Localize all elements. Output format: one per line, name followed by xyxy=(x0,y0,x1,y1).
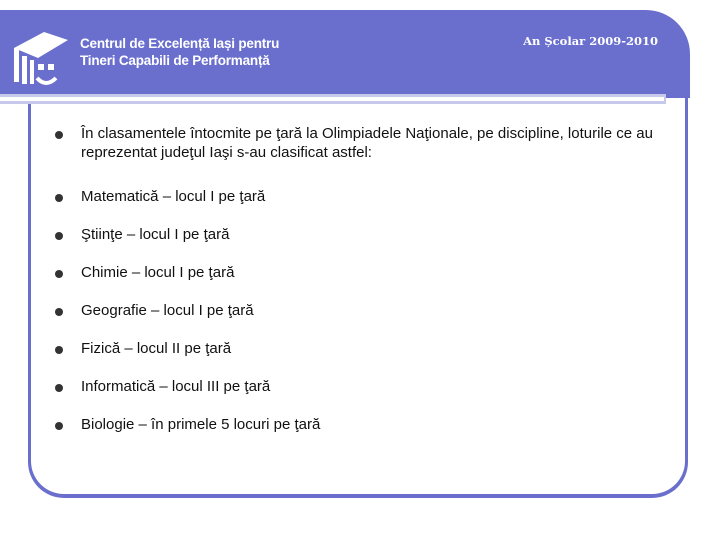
bullet-icon xyxy=(55,194,63,202)
list-item-text: Ştiinţe – locul I pe ţară xyxy=(81,226,230,243)
header-divider-inner xyxy=(0,97,664,101)
list-item xyxy=(55,415,655,434)
list-item xyxy=(55,263,655,282)
list-item-text: Informatică – locul III pe ţară xyxy=(81,378,271,395)
list-item-text: Matematică – locul I pe ţară xyxy=(81,188,266,205)
org-name-line-2: Tineri Capabili de Performanță xyxy=(80,53,270,68)
list-item xyxy=(55,339,655,358)
list-item xyxy=(55,377,655,396)
list-item xyxy=(55,301,655,320)
bullet-icon xyxy=(55,308,63,316)
list-item xyxy=(55,225,655,244)
graduation-cap-logo-icon xyxy=(10,26,70,94)
list-item xyxy=(55,124,655,162)
header-band xyxy=(0,10,690,98)
bullet-icon xyxy=(55,232,63,240)
bullet-icon xyxy=(55,270,63,278)
bullet-icon xyxy=(55,346,63,354)
list-item-text: Biologie – în primele 5 locuri pe ţară xyxy=(81,416,321,433)
list-item-text: Chimie – locul I pe ţară xyxy=(81,264,235,281)
bullet-icon xyxy=(55,384,63,392)
bullet-icon xyxy=(55,422,63,430)
list-item-text: În clasamentele întocmite pe ţară la Olimpiadele Naţionale, pe discipline, loturile ce au reprezentat judeţul Iaşi s-au clasificat astfel: xyxy=(81,125,653,161)
list-item-text: Fizică – locul II pe ţară xyxy=(81,340,232,357)
list-item xyxy=(55,187,655,206)
org-name-line-1: Centrul de Excelență Iași pentru xyxy=(80,36,280,51)
school-year-label: An Școlar 2009-2010 xyxy=(523,34,658,48)
organization-name xyxy=(80,35,279,69)
list-item-text: Geografie – locul I pe ţară xyxy=(81,302,254,319)
bullet-icon xyxy=(55,131,63,139)
achievement-list xyxy=(55,124,655,434)
